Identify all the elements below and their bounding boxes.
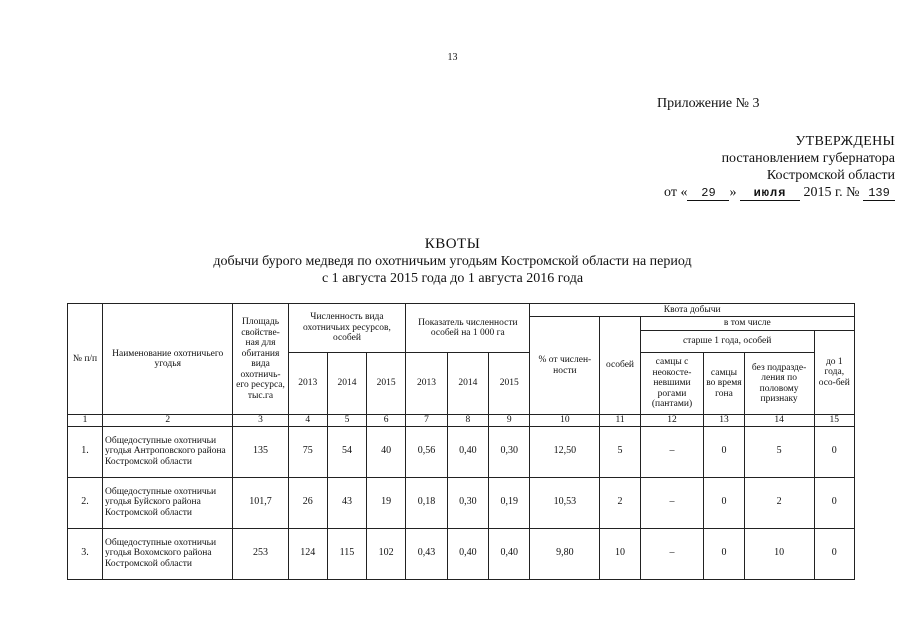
column-number: 13 — [704, 415, 744, 427]
header-no-sex: без подразде-ления по половому признаку — [744, 353, 814, 415]
header-dens-year-2015: 2015 — [489, 353, 530, 415]
row-no-sex: 2 — [744, 477, 814, 528]
column-number: 5 — [327, 415, 366, 427]
row-males-rut: 0 — [704, 477, 744, 528]
header-density: Показатель численности особей на 1 000 га — [406, 304, 530, 353]
row-num: 2. — [68, 477, 103, 528]
header-dens-year-2014: 2014 — [447, 353, 488, 415]
row-pop-2014: 43 — [327, 477, 366, 528]
header-males-horns: самцы с неокосте-невшими рогами (пантами) — [640, 353, 704, 415]
order-month: июля — [740, 186, 800, 201]
column-number: 2 — [103, 415, 233, 427]
header-population: Численность вида охотничьих ресурсов, особей — [288, 304, 406, 353]
heading-line-2: с 1 августа 2015 года до 1 августа 2016 года — [321, 271, 584, 286]
header-num: № п/п — [68, 304, 103, 415]
header-individuals: особей — [600, 317, 640, 415]
row-area: 253 — [233, 528, 288, 579]
order-year: 2015 г. № — [803, 185, 860, 200]
row-dens-2015: 0,30 — [489, 426, 530, 477]
header-including: в том числе — [640, 317, 854, 331]
header-pop-year-2014: 2014 — [327, 353, 366, 415]
row-pop-2014: 115 — [327, 528, 366, 579]
header-dens-year-2013: 2013 — [406, 353, 447, 415]
column-number: 12 — [640, 415, 704, 427]
header-under-one: до 1 года, осо-бей — [814, 331, 854, 415]
header-older: старше 1 года, особей — [640, 331, 814, 353]
order-prefix: от « — [664, 185, 688, 200]
row-percent: 9,80 — [530, 528, 600, 579]
row-males-horns: – — [640, 477, 704, 528]
row-num: 1. — [68, 426, 103, 477]
column-number-row — [68, 415, 855, 427]
row-dens-2013: 0,56 — [406, 426, 447, 477]
row-dens-2014: 0,40 — [447, 426, 488, 477]
row-males-rut: 0 — [704, 528, 744, 579]
heading-line-1: добычи бурого медведя по охотничьим угодьям Костромской области на период — [213, 254, 692, 269]
row-under-one: 0 — [814, 528, 854, 579]
row-dens-2015: 0,40 — [489, 528, 530, 579]
order-line — [560, 184, 895, 201]
header-pop-year-2015: 2015 — [367, 353, 406, 415]
row-dens-2013: 0,43 — [406, 528, 447, 579]
row-males-horns: – — [640, 528, 704, 579]
row-under-one: 0 — [814, 477, 854, 528]
row-males-rut: 0 — [704, 426, 744, 477]
table-row — [68, 477, 855, 528]
approval-block — [560, 133, 895, 201]
row-dens-2015: 0,19 — [489, 477, 530, 528]
header-quota: Квота добычи — [530, 304, 855, 317]
row-dens-2013: 0,18 — [406, 477, 447, 528]
row-name: Общедоступные охотничьи угодья Антроповского района Костромской области — [103, 426, 233, 477]
row-no-sex: 10 — [744, 528, 814, 579]
appendix-label: Приложение № 3 — [657, 96, 760, 111]
row-males-horns: – — [640, 426, 704, 477]
column-number: 3 — [233, 415, 288, 427]
header-males-rut: самцы во время гона — [704, 353, 744, 415]
row-individuals: 5 — [600, 426, 640, 477]
column-number: 6 — [367, 415, 406, 427]
row-pop-2013: 75 — [288, 426, 327, 477]
row-dens-2014: 0,40 — [447, 528, 488, 579]
page-number: 13 — [447, 52, 458, 63]
table-row — [68, 426, 855, 477]
column-number: 4 — [288, 415, 327, 427]
row-pop-2013: 124 — [288, 528, 327, 579]
header-name: Наименование охотничьего угодья — [103, 304, 233, 415]
column-number: 15 — [814, 415, 854, 427]
row-name: Общедоступные охотничьи угодья Вохомского района Костромской области — [103, 528, 233, 579]
table-row — [68, 528, 855, 579]
row-area: 101,7 — [233, 477, 288, 528]
row-individuals: 2 — [600, 477, 640, 528]
row-pop-2014: 54 — [327, 426, 366, 477]
column-number: 10 — [530, 415, 600, 427]
header-area: Площадь свойстве-ная для обитания вида охотничь-его ресурса, тыс.га — [233, 304, 288, 415]
column-number: 8 — [447, 415, 488, 427]
column-number: 1 — [68, 415, 103, 427]
row-area: 135 — [233, 426, 288, 477]
column-number: 11 — [600, 415, 640, 427]
order-day: 29 — [687, 186, 729, 201]
heading-title: КВОТЫ — [424, 236, 481, 252]
column-number: 9 — [489, 415, 530, 427]
row-pop-2015: 19 — [367, 477, 406, 528]
row-name: Общедоступные охотничьи угодья Буйского района Костромской области — [103, 477, 233, 528]
approval-title: УТВЕРЖДЕНЫ — [795, 134, 895, 149]
row-percent: 10,53 — [530, 477, 600, 528]
header-percent: % от числен-ности — [530, 317, 600, 415]
row-no-sex: 5 — [744, 426, 814, 477]
row-dens-2014: 0,30 — [447, 477, 488, 528]
approval-line-2: Костромской области — [766, 168, 895, 183]
document-heading — [0, 236, 905, 287]
row-under-one: 0 — [814, 426, 854, 477]
row-pop-2015: 102 — [367, 528, 406, 579]
row-individuals: 10 — [600, 528, 640, 579]
row-pop-2013: 26 — [288, 477, 327, 528]
approval-line-1: постановлением губернатора — [721, 151, 895, 166]
row-percent: 12,50 — [530, 426, 600, 477]
header-pop-year-2013: 2013 — [288, 353, 327, 415]
quota-table — [67, 303, 855, 580]
row-pop-2015: 40 — [367, 426, 406, 477]
column-number: 7 — [406, 415, 447, 427]
row-num: 3. — [68, 528, 103, 579]
order-mid: » — [729, 185, 737, 200]
column-number: 14 — [744, 415, 814, 427]
order-number: 139 — [863, 186, 895, 201]
